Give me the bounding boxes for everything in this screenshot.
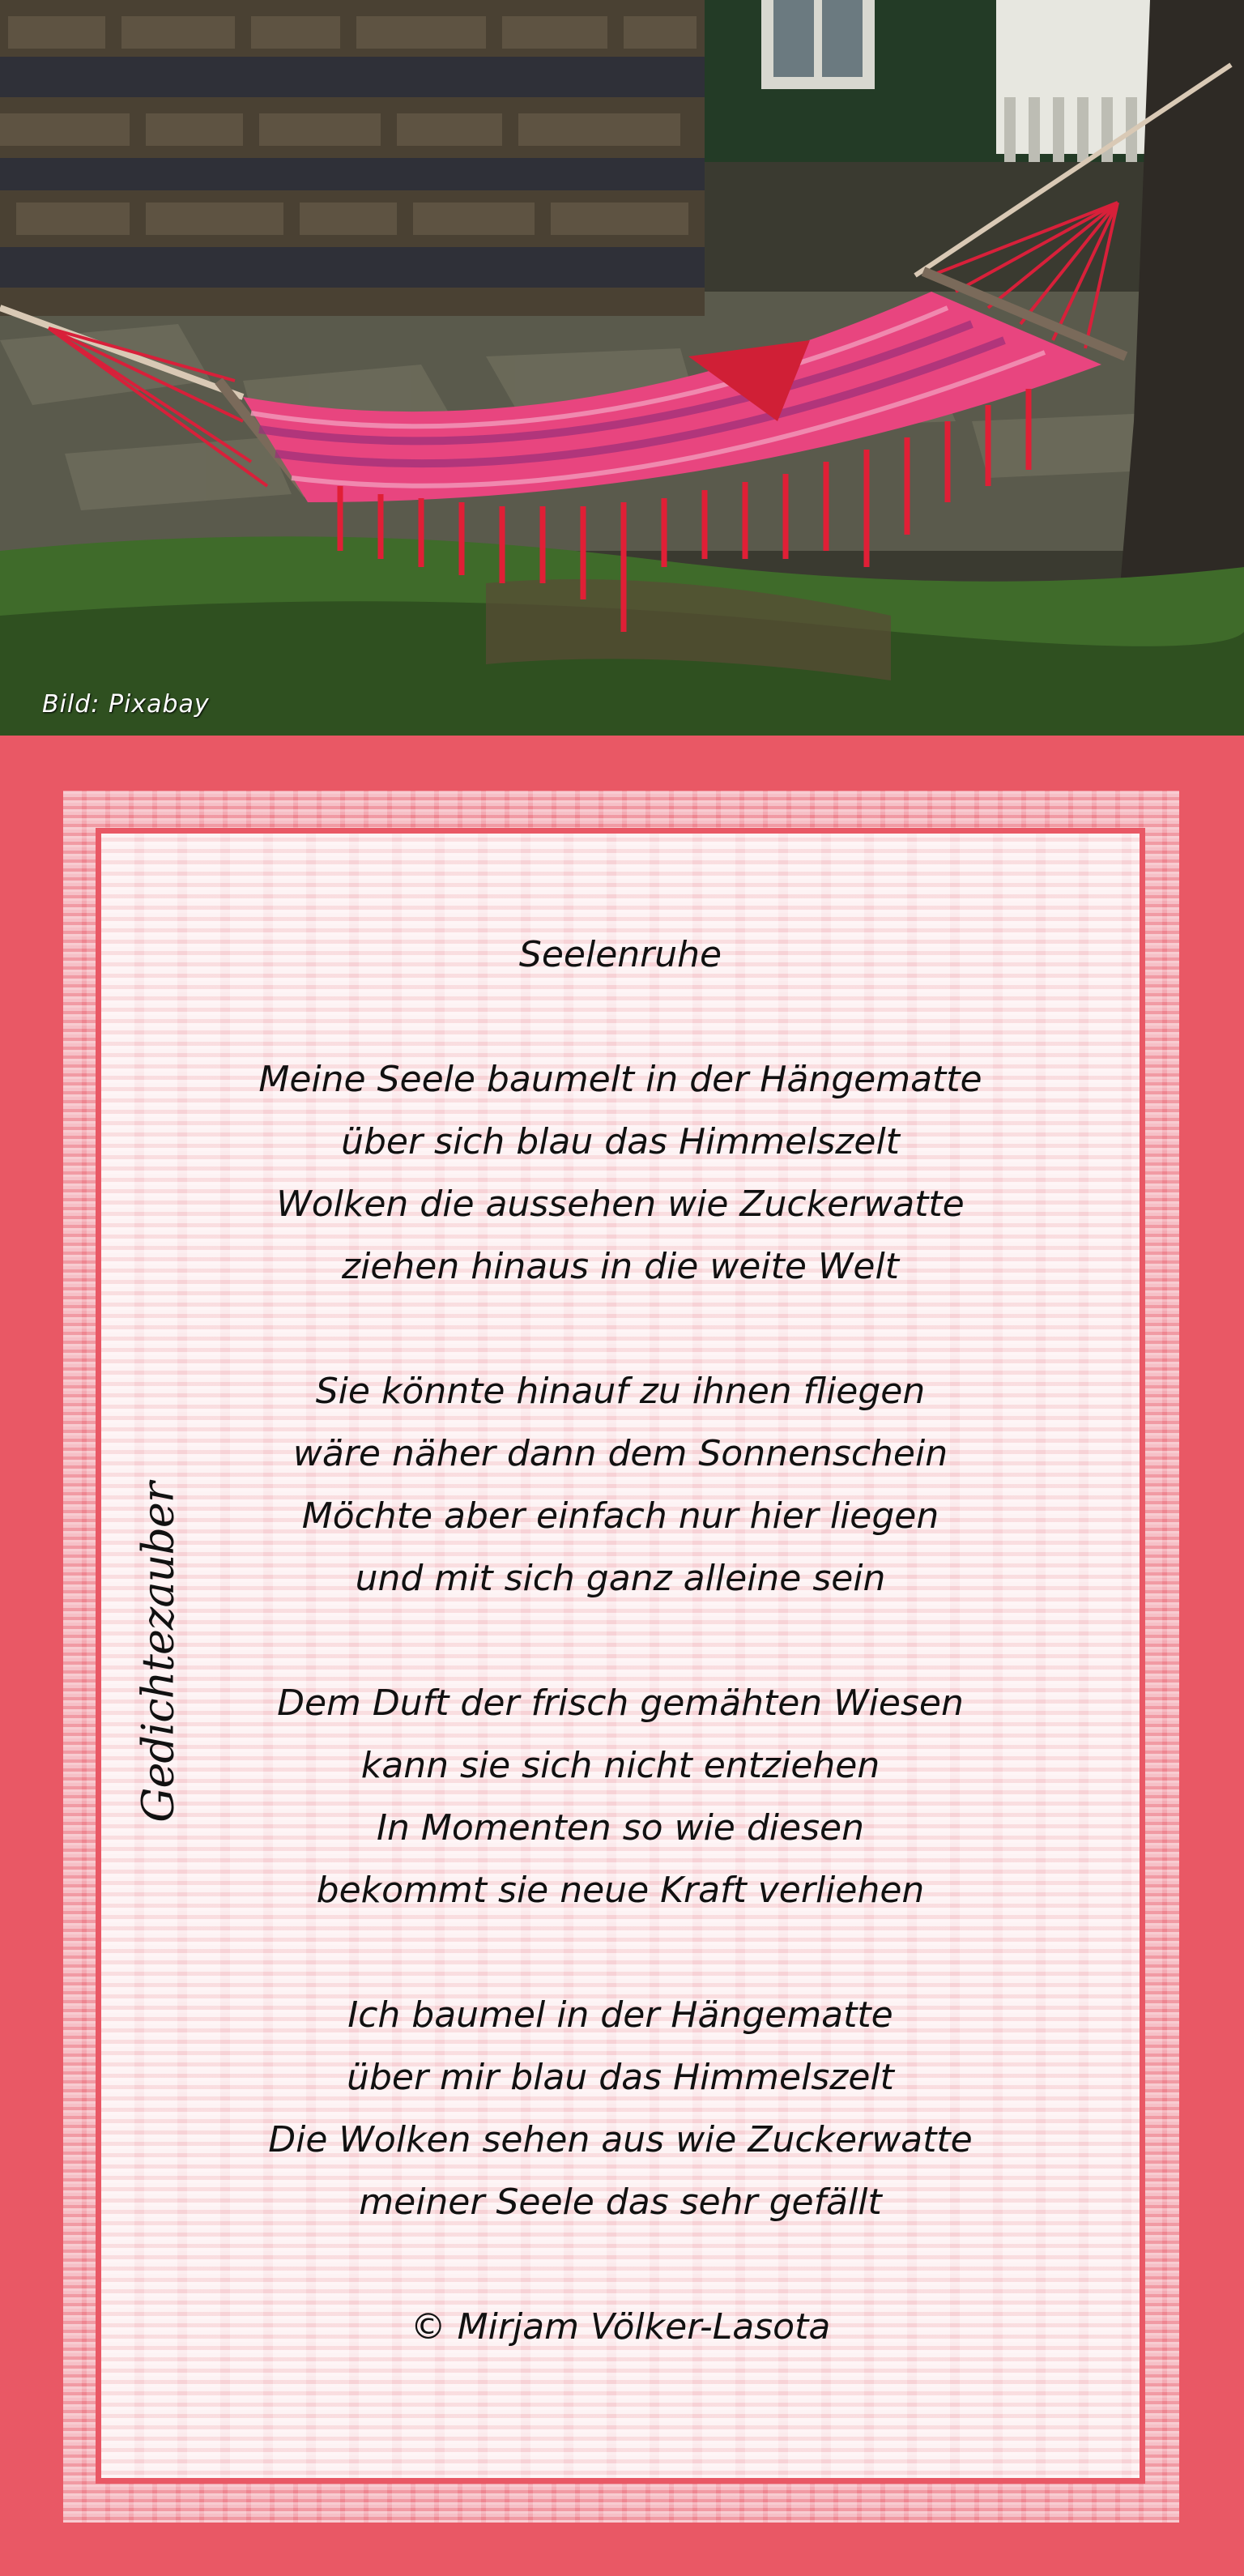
stanza-1 — [101, 1048, 1140, 1298]
stanza-4 — [101, 1984, 1140, 2233]
stanza-3 — [101, 1672, 1140, 1921]
poem-line: Ich baumel in der Hängematte — [347, 1994, 893, 2036]
poem-line: In Momenten so wie diesen — [377, 1807, 864, 1849]
poem-line: Dem Duft der frisch gemähten Wiesen — [277, 1683, 964, 1724]
poem-line: Meine Seele baumelt in der Hängematte — [258, 1059, 982, 1100]
poem-author: © Mirjam Völker-Lasota — [410, 2306, 831, 2348]
poem-line: und mit sich ganz alleine sein — [355, 1558, 886, 1599]
poem-line: bekommt sie neue Kraft verliehen — [316, 1870, 925, 1911]
poem-line: Sie könnte hinauf zu ihnen fliegen — [315, 1371, 926, 1412]
poem-line: wäre näher dann dem Sonnenschein — [292, 1433, 948, 1474]
poem-line: meiner Seele das sehr gefällt — [359, 2181, 882, 2223]
image-credit: Bild: Pixabay — [42, 690, 210, 719]
stanza-2 — [101, 1360, 1140, 1610]
poem-title: Seelenruhe — [518, 934, 722, 975]
poem — [101, 923, 1140, 2358]
poem-line: kann sie sich nicht entziehen — [360, 1745, 880, 1786]
hammock-photo — [0, 0, 1244, 736]
hammock-illustration — [0, 0, 1244, 736]
poem-line: über mir blau das Himmelszelt — [347, 2057, 894, 2098]
signature-text: Gedichtezauber — [132, 1482, 184, 1823]
poem-line: Möchte aber einfach nur hier liegen — [301, 1495, 939, 1537]
poem-line: ziehen hinaus in die weite Welt — [342, 1246, 899, 1287]
poem-line: Die Wolken sehen aus wie Zuckerwatte — [268, 2119, 973, 2160]
poem-line: Wolken die aussehen wie Zuckerwatte — [276, 1184, 965, 1225]
poem-line: über sich blau das Himmelszelt — [341, 1121, 900, 1162]
